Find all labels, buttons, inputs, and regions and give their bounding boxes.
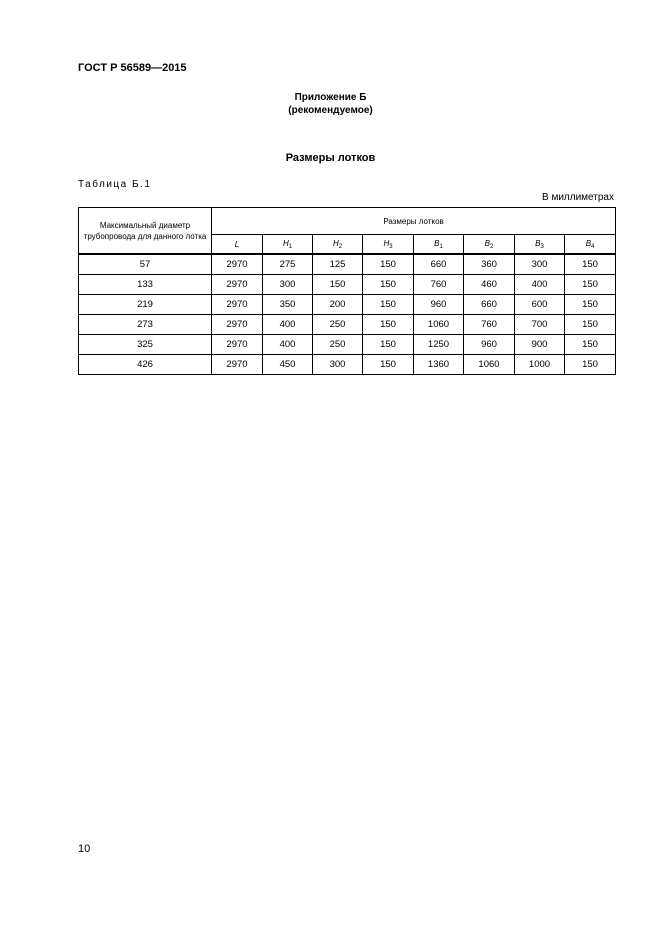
size-cell: 150 [363,335,414,355]
size-cell: 150 [363,315,414,335]
column-header [313,235,363,255]
size-cell: 2970 [212,335,263,355]
size-cell: 760 [414,275,464,295]
size-cell: 2970 [212,275,263,295]
size-cell: 150 [565,295,616,315]
column-header-subscript: 2 [338,243,343,250]
column-header [212,235,263,255]
column-header-letter: B [434,238,440,248]
dimensions-table [78,207,616,375]
size-cell: 2970 [212,315,263,335]
size-cell: 700 [515,315,565,335]
column-header-subscript: 1 [288,243,293,250]
size-cell: 450 [263,355,313,375]
column-header [464,235,515,255]
size-cell: 150 [565,315,616,335]
diameter-cell: 325 [79,335,212,355]
section-title: Размеры лотков [285,152,376,164]
column-header-letter: B [585,238,592,248]
column-header-letter: H [282,238,289,248]
diameter-cell: 133 [79,275,212,295]
header-max-diameter: Максимальный диаметр трубопровода для данного лотка [79,208,212,255]
page-number: 10 [78,843,91,855]
size-cell: 200 [313,295,363,315]
size-cell: 150 [363,355,414,375]
table-units: В миллиметрах [542,192,614,203]
size-cell: 275 [263,254,313,275]
size-cell: 150 [565,254,616,275]
size-cell: 2970 [212,295,263,315]
column-header-letter: L [234,239,240,249]
column-header-subscript: 2 [490,243,494,250]
column-header-letter: H [332,238,339,248]
size-cell: 300 [263,275,313,295]
size-cell: 1360 [414,355,464,375]
size-cell: 350 [263,295,313,315]
size-cell: 150 [313,275,363,295]
column-header-subscript: 1 [439,243,443,250]
size-cell: 460 [464,275,515,295]
size-cell: 760 [464,315,515,335]
size-cell: 400 [263,315,313,335]
table-row [79,254,616,275]
column-header-letter: B [484,238,490,248]
size-cell: 300 [313,355,363,375]
size-cell: 250 [313,335,363,355]
size-cell: 900 [515,335,565,355]
size-cell: 1060 [464,355,515,375]
column-header-letter: B [535,238,541,248]
column-header-subscript: 4 [591,243,595,250]
size-cell: 660 [464,295,515,315]
column-header [363,235,414,255]
size-cell: 1000 [515,355,565,375]
table-body [79,254,616,375]
diameter-cell: 426 [79,355,212,375]
table-row [79,355,616,375]
column-header [263,235,313,255]
size-cell: 360 [464,254,515,275]
table-row [79,335,616,355]
diameter-cell: 219 [79,295,212,315]
column-header-subscript: 3 [540,243,544,250]
diameter-cell: 57 [79,254,212,275]
size-cell: 150 [363,254,414,275]
diameter-cell: 273 [79,315,212,335]
column-header [565,235,616,255]
header-tray-sizes: Размеры лотков [212,208,616,235]
size-cell: 1060 [414,315,464,335]
size-cell: 2970 [212,254,263,275]
column-header-letter: H [383,238,390,248]
size-cell: 2970 [212,355,263,375]
table-label: Таблица Б.1 [78,179,152,190]
column-header [515,235,565,255]
size-cell: 1250 [414,335,464,355]
size-cell: 400 [263,335,313,355]
document-code: ГОСТ Р 56589—2015 [78,62,187,74]
size-cell: 150 [565,335,616,355]
appendix-title: Приложение Б [294,92,367,103]
size-cell: 125 [313,254,363,275]
size-cell: 960 [464,335,515,355]
size-cell: 150 [565,355,616,375]
size-cell: 300 [515,254,565,275]
size-cell: 150 [363,275,414,295]
size-cell: 960 [414,295,464,315]
table-row [79,275,616,295]
table-row [79,315,616,335]
size-cell: 660 [414,254,464,275]
appendix-heading [0,91,661,117]
column-header [414,235,464,255]
column-header-subscript: 3 [389,243,393,250]
size-cell: 400 [515,275,565,295]
size-cell: 250 [313,315,363,335]
table-row [79,295,616,315]
size-cell: 600 [515,295,565,315]
size-cell: 150 [565,275,616,295]
size-cell: 150 [363,295,414,315]
appendix-subtitle: (рекомендуемое) [288,105,373,116]
